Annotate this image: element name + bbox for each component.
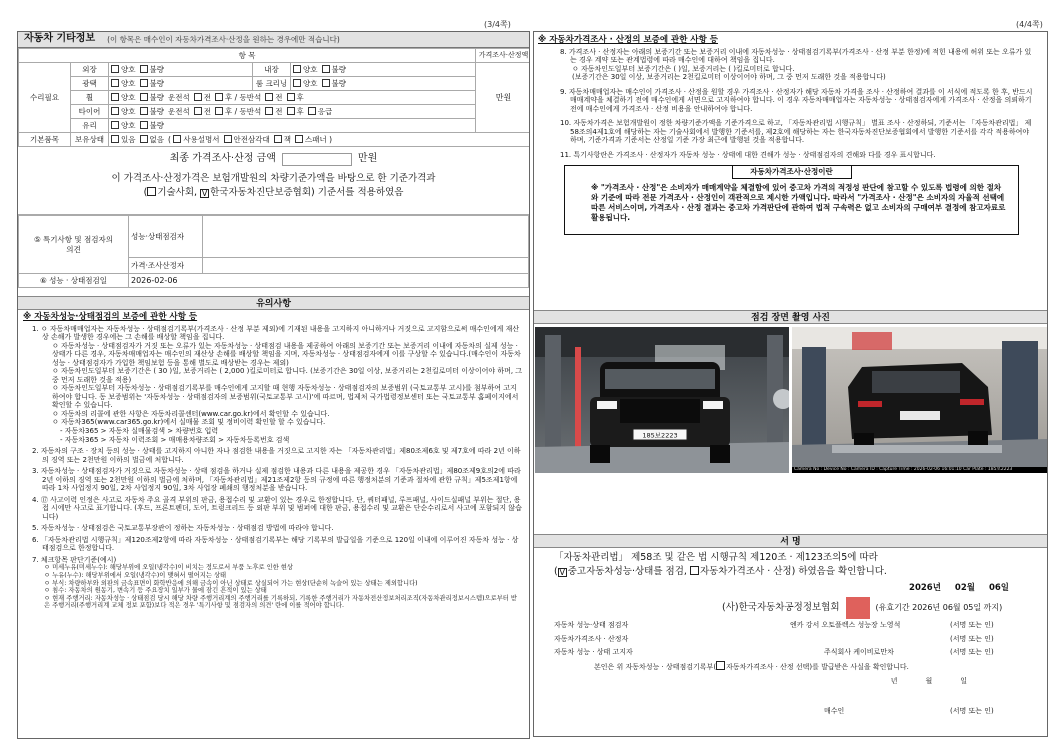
list-item: 2. 자동차의 구조 · 장치 등의 성능 · 상태를 고지하지 아니한 자나 점검한 내용을 거짓으로 고지한 자는 「자동차관리법」제80조제6호 및 제7호에 따라 2년 이하의 징역 또는 2천만원 이하의 벌금에 처합니다. xyxy=(32,447,521,464)
col-price: 가격조사·산정액 xyxy=(476,49,531,63)
row-label: 외장 xyxy=(71,63,109,77)
plate-text: 185보2223 xyxy=(642,431,678,440)
row-label: 휠 xyxy=(71,91,109,105)
list-item: (보증기간은 30일 이상, 보증거리는 2천킬로미터 이상이어야 하며, 그 중 먼저 도래한 것을 적용합니다) xyxy=(572,73,886,82)
page-number: (3/4쪽) xyxy=(484,20,511,29)
repair-label: 수리필요 xyxy=(19,63,71,133)
row-label: 타이어 xyxy=(71,105,109,119)
sig-row: 자동차 성능·상태 점검자 엔카 강서 오토플렉스 성능장 노영석 (서명 또는 인) xyxy=(554,621,994,630)
sig-mark[interactable]: (서명 또는 인) xyxy=(950,648,994,657)
basic-items-label: 기본품목 xyxy=(19,133,71,147)
final-price-label: 최종 가격조사·산정 금액 xyxy=(169,153,276,165)
camera-caption: Camera No : Device No : Camera ID : Capture Time : 2026-02-06 16:01:10 Car Plate : 185보2223 xyxy=(792,467,1048,473)
receipt-date: 년 월 일 xyxy=(890,676,967,685)
criteria-item: ㅇ 침수: 자동차의 원동기, 변속기 등 주요장치 일부가 물에 잠긴 흔적이 있는 상태 xyxy=(44,587,267,595)
receipt-line: 본인은 위 자동차성능 · 상태점검기록부( 자동차가격조사 · 산정 선택)를 발급받은 사실을 확인합니다. xyxy=(594,662,909,671)
opinion-table xyxy=(18,215,529,288)
seal-stamp xyxy=(846,597,870,619)
row-label: 내장 xyxy=(253,63,291,77)
option-group[interactable]: 양호 불량 xyxy=(291,77,476,91)
criteria-item: ㅇ 누유(누수): 해당부위에서 오일(냉각수)이 맺혀서 떨어지는 상태 xyxy=(44,571,227,579)
list-item: 8. 가격조사 · 산정자는 아래의 보증기간 또는 보증거리 이내에 자동차성능 · 상태점검기록부(가격조사 · 산정 부분 한정)에 적힌 내용에 허위 또는 오류가 있는 경우 계약 또는 관계법령에 따라 매수인에 대하여 책임을 집니다. xyxy=(560,47,1032,65)
sig-mark[interactable]: (서명 또는 인) xyxy=(950,707,994,716)
right-page xyxy=(533,31,1048,737)
price-unit: 만원 xyxy=(476,63,531,133)
checkbox[interactable] xyxy=(147,187,156,196)
basis-line1: 이 가격조사·산정가격은 보험개발원의 차량기준가액을 바탕으로 한 기준가격과 xyxy=(111,173,436,184)
final-price-field[interactable] xyxy=(282,153,352,166)
appraiser-label: 가격·조사산정자 xyxy=(129,257,203,273)
validity: (유효기간 2026년 06월 05일 까지) xyxy=(875,603,1003,613)
notice-subtitle: ※ 자동차성능·상태점검의 보증에 관한 사항 등 xyxy=(23,312,198,322)
sig-mark[interactable]: (서명 또는 인) xyxy=(950,634,994,643)
left-page xyxy=(17,31,530,739)
buyer-label: 매수인 xyxy=(824,707,845,716)
section-note: (이 항목은 매수인이 자동차가격조사·산정을 원하는 경우에만 적습니다) xyxy=(107,34,340,44)
inspector-label: 성능·상태점검자 xyxy=(129,216,203,258)
photo-section-title: 점검 장면 촬영 사진 xyxy=(534,310,1047,324)
list-item: 11. 특기사항란은 가격조사 · 산정자가 자동차 성능 · 상태에 대한 견해가 성능 · 상태점검자의 견해와 다를 경우 표시합니다. xyxy=(560,150,936,159)
inspection-photo-rear xyxy=(792,327,1048,473)
basis-line2: ( 기술사회, V 한국자동차진단보증협회) 기준서를 적용하였음 xyxy=(143,186,404,198)
inspection-date: 2026-02-06 xyxy=(129,274,529,288)
sign-section-title: 서 명 xyxy=(534,534,1047,548)
inspection-date-label: ⑥ 성능 · 상태점검일 xyxy=(19,274,129,288)
sign-org-row xyxy=(554,597,1037,619)
sig-mark[interactable]: (서명 또는 인) xyxy=(950,621,994,630)
checkbox[interactable] xyxy=(690,566,699,575)
option-group[interactable]: 있음 없음 ( 사용설명서 안전삼각대 잭 스패너 ) xyxy=(109,133,531,147)
sign-line1: 「자동차관리법」 제58조 및 같은 법 시행규칙 제120조 · 제123조의5에 따라 xyxy=(554,552,878,563)
appraiser-opinion[interactable] xyxy=(203,257,529,273)
option-group[interactable]: 양호 불량 운전석 전 후 / 동반석 전 후 응급 xyxy=(109,105,476,119)
criteria-item: ㅇ 부식: 차량하부와 외판의 금속표면이 화학반응에 의해 금속이 아닌 상태로 상실되어 가는 현상(단순히 녹슬어 있는 상태는 제외합니다) xyxy=(44,579,418,587)
list-item: 3. 자동차성능 · 상태점검자가 거짓으로 자동차성능 · 상태 점검을 하거나 실제 점검한 내용과 다른 내용을 제공한 경우 「자동차관리법」제80조제9호의2에 따라 2년 이하의 징역 또는 2천만원 이하의 벌금에 처하며, 「자동차관리법」제21조제2항 등의 규정에 따른 행정처분의 기준과 절차에 관한 규칙」제5조제1항에 따라 1차 사업정지 90일, 2차 사업정지 90일, 3차 사업장 폐쇄의 행정처분을 받습니다. xyxy=(32,467,521,493)
list-item: ㅇ 자동차365(www.car365.go.kr)에서 실매물 조회 및 정비이력 확인할 할 수 있습니다. xyxy=(52,418,326,427)
box-title: 자동차가격조사·산정이란 xyxy=(732,166,852,179)
option-group[interactable]: 양호 불량 xyxy=(109,63,253,77)
row-label: 광택 xyxy=(71,77,109,91)
row-label: 유리 xyxy=(71,119,109,133)
inspection-photo-front xyxy=(535,327,789,473)
col-item: 항 목 xyxy=(19,49,476,63)
notice-list xyxy=(18,324,529,610)
guarantee-list xyxy=(534,48,1047,160)
final-price-unit: 만원 xyxy=(357,153,378,165)
org-name: (사)한국자동차공정정보협회 xyxy=(722,602,840,614)
list-item: 1. ㅇ 자동차매매업자는 자동차성능 · 상태점검기록부(가격조사 · 산정 부분 제외)에 기재된 내용을 고지하지 아니하거나 거짓으로 고지함으로써 매수인에게 재산상 손해가 발생한 경우에는 그 손해를 배상할 책임을 집니다. xyxy=(32,324,520,342)
sig-row: 자동차가격조사 · 산정자 (서명 또는 인) xyxy=(554,634,994,643)
section-title: 자동차 기타정보 xyxy=(24,33,96,45)
list-item: ㅇ 자동차인도일부터 보증기간은 ( )일, 보증거리는 ( )킬로미터로 합니다. xyxy=(572,64,795,73)
list-item: 6. 「자동차관리법 시행규칙」제120조제2항에 따라 자동차성능 · 상태점검기록부는 해당 기록부의 발급일을 기준으로 120일 이내에 이루어진 자동차 성능 · 상태점검으로 한정합니다. xyxy=(32,535,519,553)
list-item: ㅇ 자동차인도일부터 보증기간은 ( 30 )일, 보증거리는 ( 2,000 )킬로미터로 합니다. (보증기간은 30일 이상, 보증거리는 2천킬로미터 이상이어야 하며, 그 중 먼저 도래한 것을 적용) xyxy=(52,367,523,384)
option-group[interactable]: 양호 불량 xyxy=(291,63,476,77)
option-group[interactable]: 양호 불량 운전석 전 후 / 동반석 전 후 xyxy=(109,91,476,105)
guarantee-title: ※ 자동차가격조사 · 산정의 보증에 관한 사항 등 xyxy=(538,35,719,45)
list-item: ㅇ 자동차인도일부터 자동차성능 · 상태점검기록부를 매수인에게 고지할 때 현행 자동차성능 · 상태점검자의 보증범위 (국토교통부 고시)를 첨부하여 고지하여야 합니다. 동 보증범위는 '자동차성능 · 상태점검자의 보증범위(국토교통부 고시)'에 따르며, 법제처 국가법령정보센터 또는 국토교통부 홈페이지에서 확인할 수 있습니다. xyxy=(52,384,519,410)
sign-line2: ( V 중고자동차성능·상태를 점검, 자동차가격조사 · 산정) 하였음을 확인합니다. xyxy=(554,565,887,577)
other-info-table xyxy=(18,48,530,147)
checkbox[interactable] xyxy=(716,661,725,670)
list-item: - 자동차365 > 자동차 실매물검색 > 차량번호 입력 xyxy=(60,427,219,435)
option-group[interactable]: 양호 불량 xyxy=(109,119,476,133)
row-label: 룸 크리닝 xyxy=(253,77,291,91)
special-label: ⑤ 특기사항 및 점검자의 의견 xyxy=(19,216,129,274)
sign-block xyxy=(554,552,1037,716)
sig-row: 자동차 성능 · 상태 고지자 주식회사 케이비로만차 (서명 또는 인) xyxy=(554,648,994,657)
list-item: - 자동차365 > 자동차 이력조회 > 매매용차량조회 > 자동차등록번호 검색 xyxy=(60,435,290,444)
option-group[interactable]: 양호 불량 xyxy=(109,77,253,91)
list-item: 5. 자동차성능 · 상태점검은 국토교통부장관이 정하는 자동차성능 · 상태점검 방법에 따라야 합니다. xyxy=(32,524,334,533)
list-item: 7. 체크항목 판단기준(예시) xyxy=(32,555,117,564)
list-item: 9. 자동차매매업자는 매수인이 가격조사 · 산정을 원할 경우 가격조사 · 산정자가 해당 자동차 가격을 조사 · 산정하여 결과를 이 서식에 적도록 한 후, 반드시 매매계약을 체결하기 전에 매수인에게 서면으로 고지하여야 합니다. 이 경우 자동차매매업자는 자동차성능 · 상태점검자에게 가격조사 · 산정을 의뢰하기 전에 매수인에게 가격조사 · 산정 비용을 안내하여야 합니다. xyxy=(560,87,1033,113)
list-item: 10. 자동차가격은 보험개발원이 정한 차량기준가액을 기준가격으로 하고, 「자동차관리법 시행규칙」 별표 조사 · 산정하되, 기준서는 「자동차관리법」 제58조의4제1호에 해당하는 자는 기술사회에서 발행한 기준서를, 제2호에 해당하는 자는 한국자동차진단보증협회에서 발행한 기준서를 각각 적용하여야 하며, 기준가격과 기준서는 산정일 기준 가장 최근에 발행된 것을 적용합니다. xyxy=(560,119,1032,145)
sign-date: 2026년 02월 06일 xyxy=(909,582,1009,593)
box-text: ※ "가격조사 · 산정"은 소비자가 매매계약을 체결함에 있어 중고차 가격의 적정성 판단에 참고할 수 있도록 법령에 의한 절차와 기준에 따라 전문 가격조사 · 산정인이 객관적으로 제시한 가액입니다. 따라서 "가격조사 · 산정"은 소비자의 자율적 선택에 따른 서비스이며, 가격조사 · 산정 결과는 중고차 가격판단에 관하여 법적 구속력은 없고 소비자의 구매여부 결정에 참고자료로 활용됩니다. xyxy=(591,183,1006,222)
row-label: 보유상태 xyxy=(71,133,109,147)
criteria-item: ㅇ 미세누유(미세누수): 해당부위에 오일(냉각수)이 비치는 정도로서 부품 노후로 인한 현상 xyxy=(44,564,293,572)
list-item: ㅇ 자동차성능 · 상태점검자가 거짓 또는 오류가 있는 자동차성능 · 상태점검 내용을 제공하여 아래의 보증기간 또는 보증거리 이내에 자동차의 실제 성능 · 상태가 다른 경우, 자동차매매업자는 매수인의 재산상 손해를 배상할 책임을 지며, 자동차성능 · 상태점검자에게 이를 구상할 수 있습니다.(매수인이 자동차성능 · 상태점검자가 가입한 책임보험 등을 통해 별도로 배상받는 경우는 제외) xyxy=(52,341,521,367)
final-price-block xyxy=(18,147,529,215)
buyer-row xyxy=(554,707,1037,716)
list-item: ㅇ 자동차의 리콜에 관한 사항은 자동차리콜센터(www.car.go.kr)에서 확인할 수 있습니다. xyxy=(52,409,330,418)
appraisal-info-box xyxy=(564,165,1019,235)
page-number: (4/4쪽) xyxy=(1016,20,1043,29)
inspector-opinion[interactable] xyxy=(203,216,529,258)
checkbox-checked[interactable]: V xyxy=(201,188,208,198)
list-item: 4. ⑰ 사고이력 인정은 사고로 자동차 주요 골격 부위의 판금, 용접수리 및 교환이 있는 경우로 한정합니다. 단, 쿼터패널, 루프패널, 사이드실패널 부위는 절단, 용접 시에만 사고로 표기합니다. (후드, 프론트펜더, 도어, 트렁크리드 등 외판 부위 및 범퍼에 대한 판금, 용접수리 및 교환은 단순수리로서 사고에 포함되지 않습니다) xyxy=(32,495,522,521)
notice-title: 유의사항 xyxy=(18,296,529,310)
section-header xyxy=(18,32,529,48)
criteria-item: ㅇ 현재 주행거리: 자동차성능 · 상태점검 당시 해당 차량 주행거리계의 주행거리를 기록하되, 기록한 주행거리가 자동차전산정보처리조직(자동차관리정보시스템)으로부터 받은 주행거리(주행거리계 교체 정보 포함)보다 적은 경우 '특기사항 및 점검자의 의견' 란에 이를 적어야 합니다. xyxy=(44,594,517,610)
checkbox-checked[interactable]: V xyxy=(559,567,565,577)
